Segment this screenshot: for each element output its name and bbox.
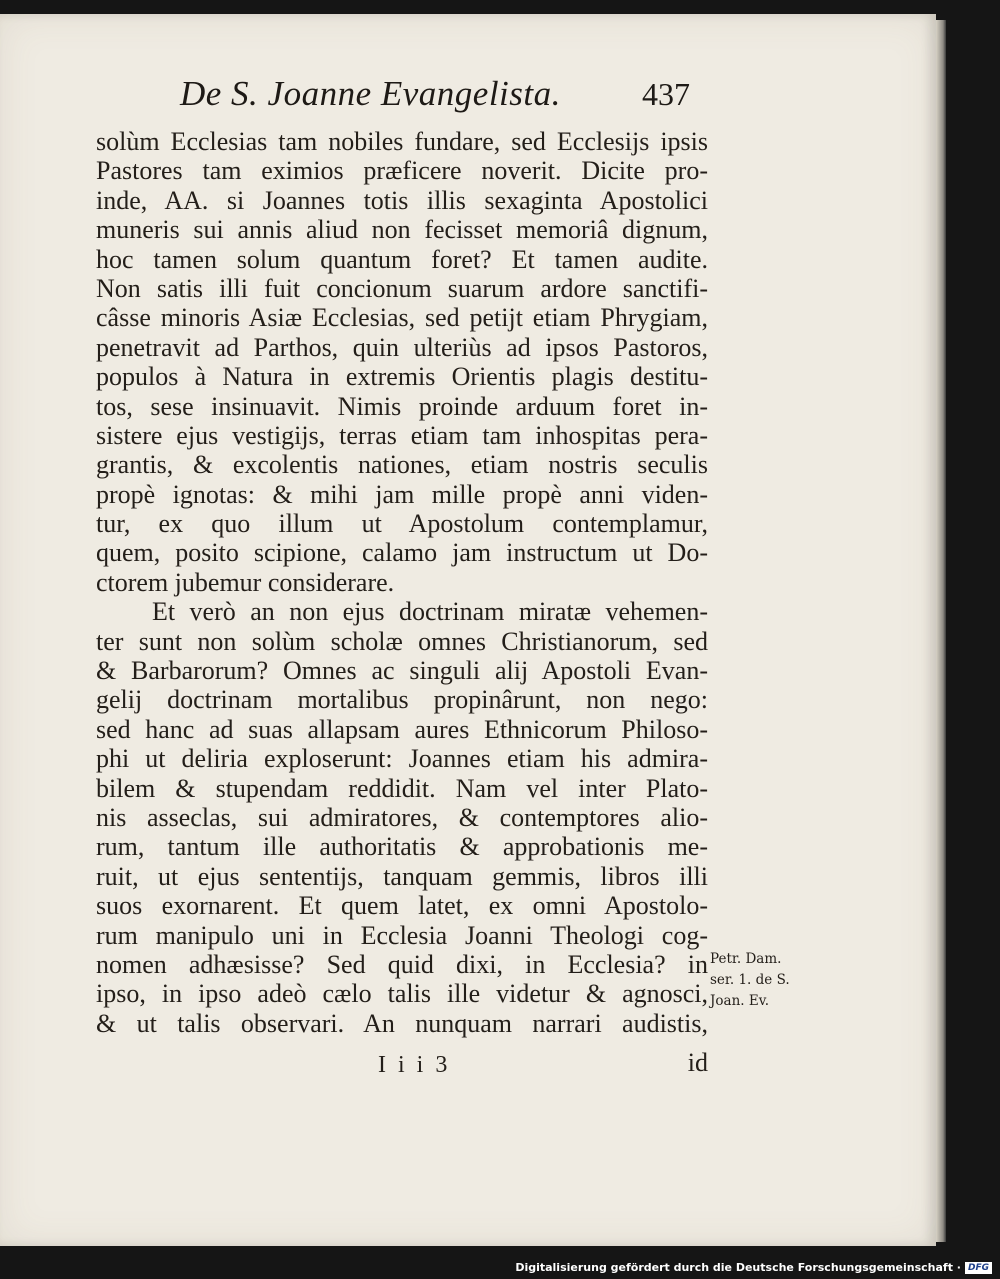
margin-note-line: Petr. Dam.	[710, 951, 782, 967]
text-line: gelij doctrinam mortalibus propinârunt, non nego:	[96, 685, 708, 715]
text-line: rum manipulo uni in Ecclesia Joanni Theologi cog-	[96, 920, 708, 950]
text-line: propè ignotas: & mihi jam mille propè anni viden-	[96, 479, 708, 509]
text-line: rum, tantum ille authoritatis & approbationis me-	[96, 832, 708, 862]
text-line: suos exornarent. Et quem latet, ex omni Apostolo-	[96, 891, 708, 921]
text-line: Non satis illi fuit concionum suarum ardore sanctifi-	[96, 273, 708, 303]
page-number: 437	[642, 76, 690, 112]
text-line: sistere ejus vestigijs, terras etiam tam inhospitas pera-	[96, 420, 708, 450]
body-text	[96, 127, 708, 1038]
text-line: ctorem jubemur considerare.	[96, 567, 395, 597]
text-line: Et verò an non ejus doctrinam miratæ vehemen-	[152, 597, 708, 627]
text-line: quem, posito scipione, calamo jam instructum ut Do-	[96, 538, 708, 568]
text-line: inde, AA. si Joannes totis illis sexaginta Apostolici	[96, 185, 708, 215]
text-line: penetravit ad Parthos, quin ulteriùs ad ipsos Pastoros,	[96, 332, 708, 362]
text-line: ter sunt non solùm scholæ omnes Christianorum, sed	[96, 626, 708, 656]
text-line: grantis, & excolentis nationes, etiam nostris seculis	[96, 450, 708, 480]
credit-text: Digitalisierung gefördert durch die Deutsche Forschungsgemeinschaft ·	[515, 1261, 961, 1274]
text-line: & ut talis observari. An nunquam narrari audistis,	[96, 1008, 708, 1038]
text-line: nomen adhæsisse? Sed quid dixi, in Ecclesia? in	[96, 949, 708, 979]
page-edge	[936, 20, 946, 1242]
text-line: ruit, ut ejus sententijs, tanquam gemmis, libros illi	[96, 861, 708, 891]
text-line: sed hanc ad suas allapsam aures Ethnicorum Philoso-	[96, 714, 708, 744]
catchword: id	[687, 1048, 708, 1077]
running-title: De S. Joanne Evangelista.	[180, 74, 561, 113]
dfg-logo: DFG	[965, 1262, 992, 1274]
text-line: hoc tamen solum quantum foret? Et tamen audite.	[96, 244, 708, 274]
text-line: tos, sese insinuavit. Nimis proinde arduum foret in-	[96, 391, 708, 421]
digitization-credit	[515, 1261, 992, 1274]
text-line: phi ut deliria exploserunt: Joannes etiam his admira-	[96, 744, 708, 774]
text-line: solùm Ecclesias tam nobiles fundare, sed Ecclesijs ipsis	[96, 127, 708, 156]
text-line: nis asseclas, sui admiratores, & contemptores alio-	[96, 802, 708, 832]
text-line: ipso, in ipso adeò cælo talis ille videtur & agnosci,	[96, 979, 708, 1009]
signature-mark: I i i 3	[378, 1052, 451, 1078]
margin-note	[710, 949, 810, 1012]
margin-note-line: ser. 1. de S.	[710, 972, 790, 988]
text-line: tur, ex quo illum ut Apostolum contemplamur,	[96, 509, 708, 539]
text-line: câsse minoris Asiæ Ecclesias, sed petijt etiam Phrygiam,	[96, 303, 708, 333]
margin-note-line: Joan. Ev.	[710, 993, 770, 1009]
text-line: Pastores tam eximios præficere noverit. Dicite pro-	[96, 156, 708, 186]
text-line: bilem & stupendam reddidit. Nam vel inter Plato-	[96, 773, 708, 803]
text-line: muneris sui annis aliud non fecisset memoriâ dignum,	[96, 215, 708, 245]
page-header	[180, 74, 690, 124]
text-line: populos à Natura in extremis Orientis plagis destitu-	[96, 362, 708, 392]
text-line: & Barbarorum? Omnes ac singuli alij Apostoli Evan-	[96, 656, 708, 686]
